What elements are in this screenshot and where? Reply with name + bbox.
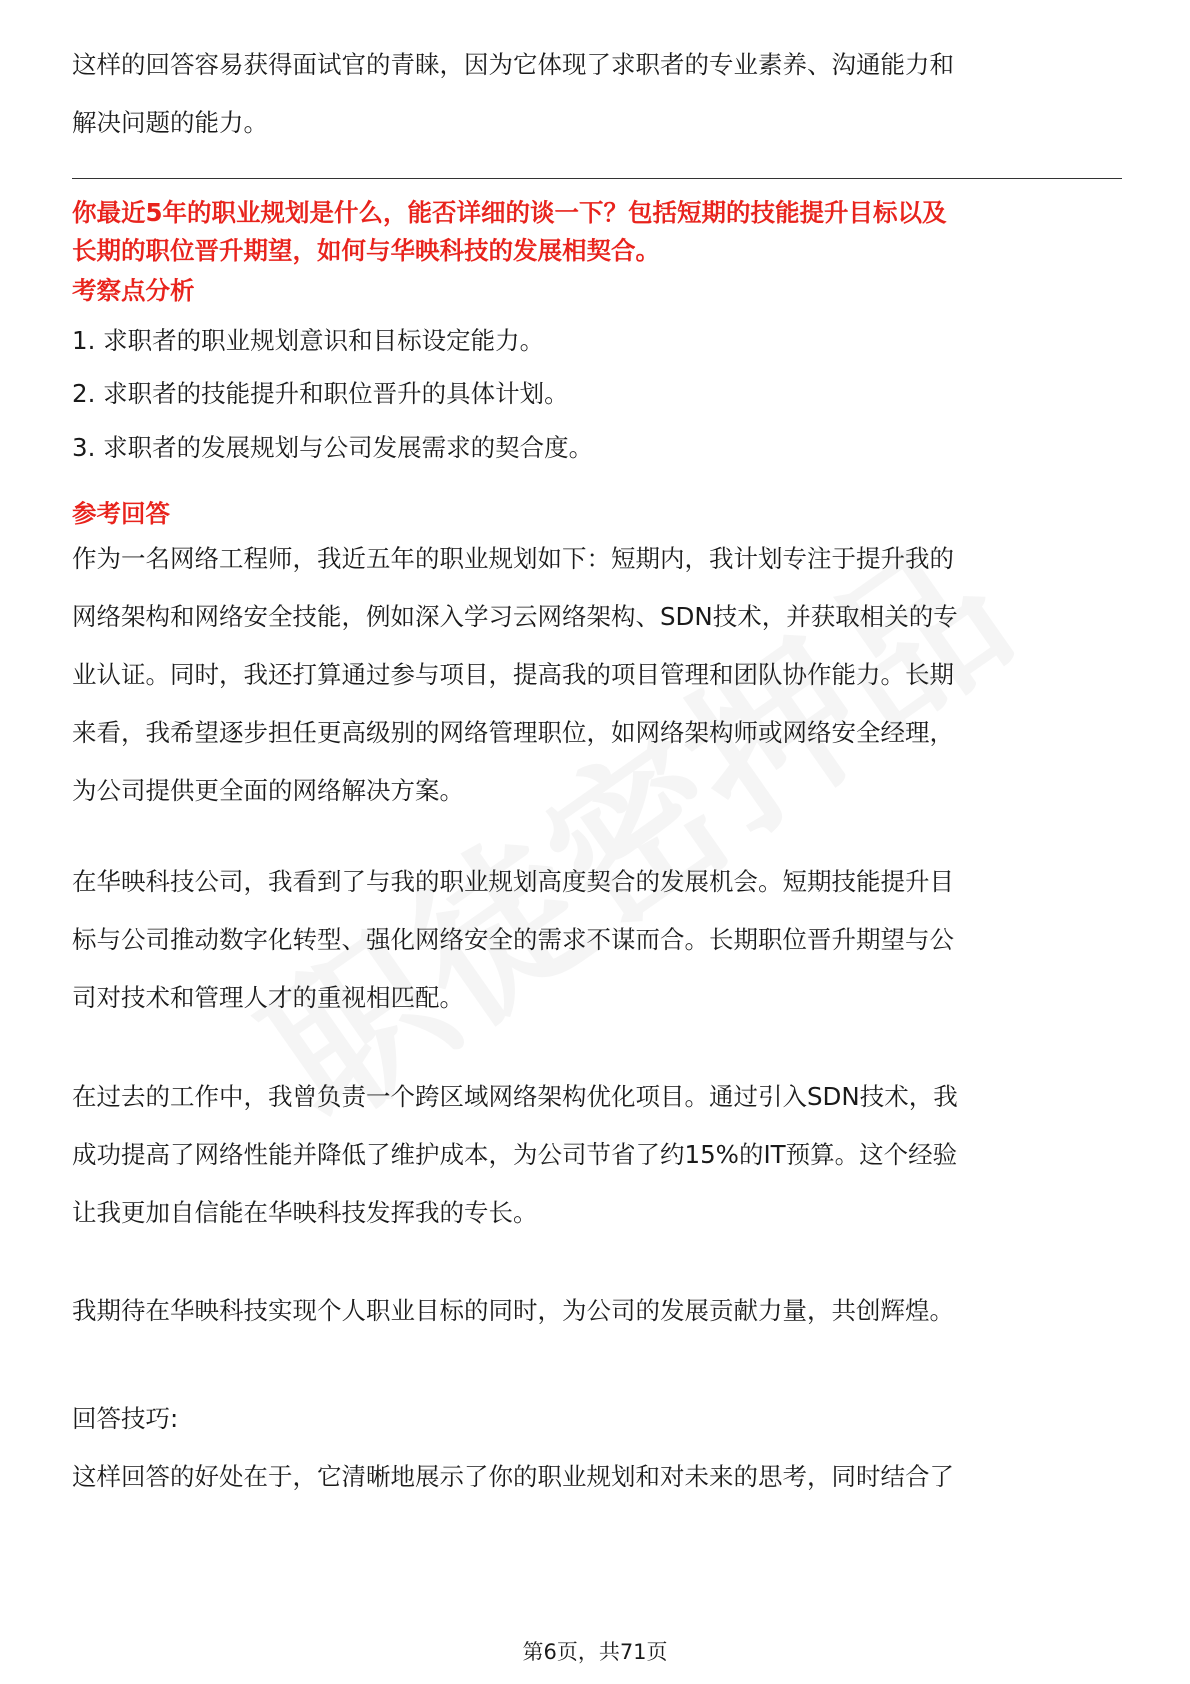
answer-line: 作为一名网络工程师，我近五年的职业规划如下：短期内，我计划专注于提升我的 [72,544,954,573]
answer-heading: 参考回答 [72,499,170,528]
answer-paragraph-2 [72,853,1122,1027]
question-line: 你最近5年的职业规划是什么，能否详细的谈一下？包括短期的技能提升目标以及 [72,198,947,227]
answer-line: 让我更加自信能在华映科技发挥我的专长。 [72,1198,538,1227]
tips-line: 这样回答的好处在于，它清晰地展示了你的职业规划和对未来的思考，同时结合了 [72,1462,954,1491]
answer-line: 标与公司推动数字化转型、强化网络安全的需求不谋而合。长期职位晋升期望与公 [72,925,954,954]
answer-line: 我期待在华映科技实现个人职业目标的同时，为公司的发展贡献力量，共创辉煌。 [72,1296,954,1325]
answer-paragraph-4 [72,1282,1122,1340]
question-line: 长期的职位晋升期望，如何与华映科技的发展相契合。 [72,236,660,265]
tips-heading: 回答技巧: [72,1404,179,1433]
analysis-item: 3. 求职者的发展规划与公司发展需求的契合度。 [72,433,594,462]
answer-line: 来看，我希望逐步担任更高级别的网络管理职位，如网络架构师或网络安全经理， [72,718,954,747]
answer-line: 为公司提供更全面的网络解决方案。 [72,776,464,805]
question-title [72,194,1122,270]
analysis-item: 1. 求职者的职业规划意识和目标设定能力。 [72,326,545,355]
page-number: 第6页，共71页 [522,1640,668,1664]
answer-line: 在华映科技公司，我看到了与我的职业规划高度契合的发展机会。短期技能提升目 [72,867,954,896]
answer-line: 成功提高了网络性能并降低了维护成本，为公司节省了约15%的IT预算。这个经验 [72,1140,958,1169]
analysis-item: 2. 求职者的技能提升和职位晋升的具体计划。 [72,379,569,408]
answer-line: 司对技术和管理人才的重视相匹配。 [72,983,464,1012]
intro-line: 解决问题的能力。 [72,108,268,137]
answer-line: 业认证。同时，我还打算通过参与项目，提高我的项目管理和团队协作能力。长期 [72,660,954,689]
intro-line: 这样的回答容易获得面试官的青睐，因为它体现了求职者的专业素养、沟通能力和 [72,50,954,79]
analysis-heading: 考察点分析 [72,276,195,305]
section-divider [72,178,1122,179]
answer-paragraph-1 [72,530,1122,820]
tips-section [72,1390,1122,1506]
answer-line: 在过去的工作中，我曾负责一个跨区域网络架构优化项目。通过引入SDN技术，我 [72,1082,958,1111]
answer-paragraph-3 [72,1068,1122,1242]
intro-paragraph [72,36,1122,152]
answer-line: 网络架构和网络安全技能，例如深入学习云网络架构、SDN技术，并获取相关的专 [72,602,958,631]
